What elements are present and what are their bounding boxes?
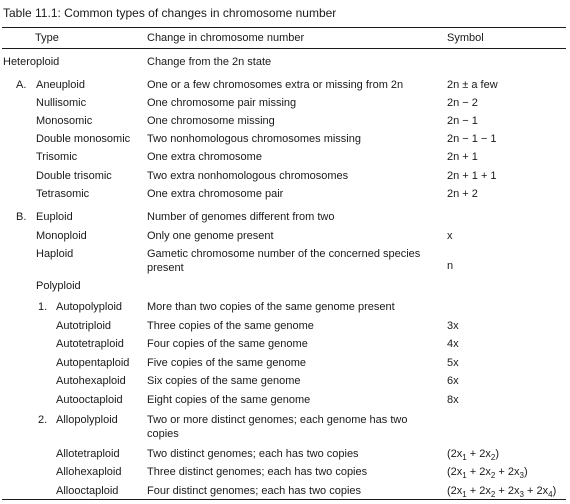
- symbol-cell: 2n − 2: [447, 97, 478, 109]
- symbol-cell: n: [447, 260, 454, 272]
- symbol-cell: $(2x_1 + 2x_2 + 2x_3)$: [447, 466, 528, 481]
- change-cell: Two or more distinct genomes; each genome has two copies: [147, 414, 408, 440]
- type-cell: Haploid: [36, 248, 74, 260]
- type-cell: Nullisomic: [36, 97, 87, 109]
- table-row-allooctaploid: [0, 484, 570, 502]
- change-cell: One extra chromosome pair: [147, 188, 284, 200]
- symbol-cell: 2n + 1 + 1: [447, 170, 497, 182]
- table-row-nullisomic: [0, 96, 570, 114]
- change-cell: Eight copies of the same genome: [147, 394, 311, 406]
- symbol-cell: 2n ± a few: [447, 79, 498, 91]
- symbol-cell: 4x: [447, 338, 459, 350]
- change-cell: Five copies of the same genome: [147, 357, 306, 369]
- table-row-monosomic: [0, 114, 570, 132]
- type-cell: Double trisomic: [36, 170, 112, 182]
- type-cell: Double monosomic: [36, 133, 131, 145]
- type-cell: Allohexaploid: [56, 466, 122, 478]
- type-cell: Heteroploid: [3, 56, 60, 68]
- table-row-autotriploid: [0, 319, 570, 337]
- type-cell: Allotetraploid: [56, 448, 120, 460]
- change-cell: One extra chromosome: [147, 151, 262, 163]
- type-cell: Euploid: [36, 211, 73, 223]
- table-row-autopentaploid: [0, 356, 570, 374]
- change-cell: Change from the 2n state: [147, 56, 272, 68]
- table-row-trisomic: [0, 150, 570, 168]
- change-cell: Four distinct genomes; each has two copies: [147, 485, 362, 497]
- symbol-cell: 3x: [447, 320, 459, 332]
- change-cell: Two distinct genomes; each has two copies: [147, 448, 359, 460]
- symbol-cell: 8x: [447, 394, 459, 406]
- type-cell: Autopolyploid: [56, 301, 123, 313]
- symbol-cell: $(2x_1 + 2x_2 + 2x_3 + 2x_4)$: [447, 485, 557, 500]
- table-row-haploid: [0, 247, 570, 274]
- symbol-cell: 5x: [447, 357, 459, 369]
- change-cell: One chromosome pair missing: [147, 97, 297, 109]
- header-type: Type: [35, 32, 59, 44]
- symbol-cell: 2n − 1: [447, 115, 478, 127]
- symbol-cell: 2n + 1: [447, 151, 478, 163]
- table-row-tetrasomic: [0, 187, 570, 205]
- type-cell: Autotriploid: [56, 320, 112, 332]
- table-caption: Table 11.1: Common types of changes in chromosome number: [3, 6, 337, 20]
- type-cell: Allooctaploid: [56, 485, 119, 497]
- symbol-cell: 6x: [447, 375, 459, 387]
- table-row-autopolyploid: [0, 300, 570, 318]
- table-row-euploid: [0, 210, 570, 228]
- table-row-autohexaploid: [0, 374, 570, 392]
- type-cell: Monoploid: [36, 230, 87, 242]
- symbol-cell: 2n + 2: [447, 188, 478, 200]
- table-row-allohexaploid: [0, 465, 570, 483]
- symbol-cell: $(2x_1 + 2x_2)$: [447, 448, 500, 463]
- table-row-double-monosomic: [0, 132, 570, 150]
- change-cell: Gametic chromosome number of the concerned species present: [147, 248, 421, 274]
- type-cell: Polyploid: [36, 280, 81, 292]
- header-change: Change in chromosome number: [147, 32, 305, 44]
- change-cell: Number of genomes different from two: [147, 211, 335, 223]
- change-cell: Three distinct genomes; each has two copies: [147, 466, 368, 478]
- symbol-cell: x: [447, 230, 453, 242]
- change-cell: Two extra nonhomologous chromosomes: [147, 170, 349, 182]
- change-cell: One or a few chromosomes extra or missing from 2n: [147, 79, 404, 91]
- type-cell: Monosomic: [36, 115, 93, 127]
- symbol-cell: 2n − 1 − 1: [447, 133, 497, 145]
- change-cell: Two nonhomologous chromosomes missing: [147, 133, 361, 145]
- change-cell: Three copies of the same genome: [147, 320, 314, 332]
- type-cell: Trisomic: [36, 151, 78, 163]
- type-cell: Aneuploid: [36, 79, 85, 91]
- table-row-autooctaploid: [0, 393, 570, 411]
- type-cell: Tetrasomic: [36, 188, 90, 200]
- row-number: A.: [16, 79, 27, 91]
- row-number: B.: [16, 211, 27, 223]
- type-cell: Autooctaploid: [56, 394, 123, 406]
- type-cell: Autohexaploid: [56, 375, 126, 387]
- change-cell: Four copies of the same genome: [147, 338, 308, 350]
- type-cell: Allopolyploid: [56, 414, 118, 426]
- change-cell: More than two copies of the same genome present: [147, 301, 395, 313]
- table-row-aneuploid: [0, 78, 570, 96]
- table-row-allopolyploid: [0, 413, 570, 440]
- table-row-polyploid: [0, 279, 570, 297]
- table-row-allotetraploid: [0, 447, 570, 465]
- change-cell: Only one genome present: [147, 230, 274, 242]
- table-row-heteroploid: [0, 55, 570, 73]
- row-number: 1.: [38, 301, 48, 313]
- type-cell: Autotetraploid: [56, 338, 124, 350]
- table-row-monoploid: [0, 229, 570, 247]
- change-cell: Six copies of the same genome: [147, 375, 301, 387]
- change-cell: One chromosome missing: [147, 115, 275, 127]
- table-row-autotetraploid: [0, 337, 570, 355]
- table-row-double-trisomic: [0, 169, 570, 187]
- type-cell: Autopentaploid: [56, 357, 130, 369]
- header-symbol: Symbol: [447, 32, 484, 44]
- row-number: 2.: [38, 414, 48, 426]
